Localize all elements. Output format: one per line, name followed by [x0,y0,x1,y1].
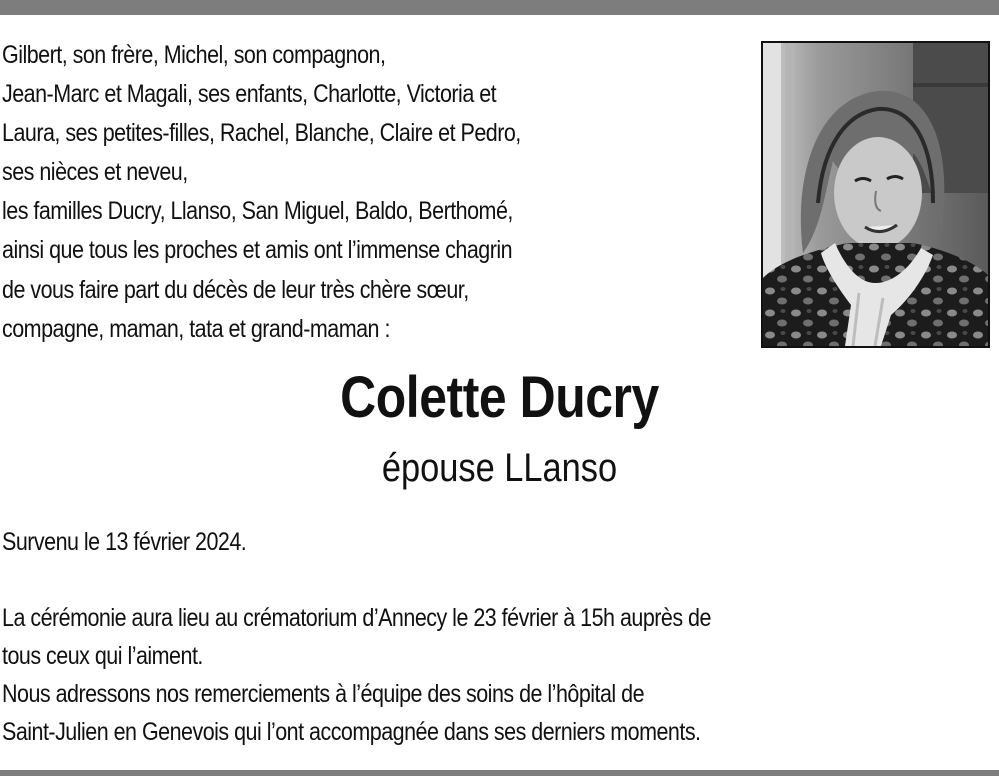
intro-line: compagne, maman, tata et grand-maman : [2,314,390,343]
ceremony-paragraph [2,599,998,675]
family-announcement [2,36,730,349]
intro-line: les familles Ducry, Llanso, San Miguel, Baldo, Berthomé, [2,197,513,226]
ceremony-line: tous ceux qui l’aiment. [2,642,203,670]
ceremony-line: La cérémonie aura lieu au crématorium d’Annecy le 23 février à 15h auprès de [2,604,711,632]
intro-line: Gilbert, son frère, Michel, son compagnon, [2,41,386,69]
intro-line: de vous faire part du décès de leur très chère sœur, [2,275,469,304]
thanks-paragraph [2,675,998,751]
intro-line: ses nièces et neveu, [2,158,188,187]
portrait-illustration [763,43,988,346]
deceased-name: Colette Ducry [340,365,659,430]
top-rule [0,0,999,15]
bottom-rule [0,770,999,776]
portrait-photo [761,41,990,348]
intro-line: Laura, ses petites-filles, Rachel, Blanche, Claire et Pedro, [2,119,521,148]
thanks-line: Saint-Julien en Genevois qui l’ont accompagnée dans ses derniers moments. [2,718,701,746]
spouse-line: épouse LLanso [381,446,618,490]
intro-line: ainsi que tous les proches et amis ont l’immense chagrin [2,236,513,265]
death-date-line: Survenu le 13 février 2024. [2,528,247,556]
thanks-line: Nous adressons nos remerciements à l’équipe des soins de l’hôpital de [2,680,645,708]
intro-line: Jean-Marc et Magali, ses enfants, Charlotte, Victoria et [2,80,497,109]
